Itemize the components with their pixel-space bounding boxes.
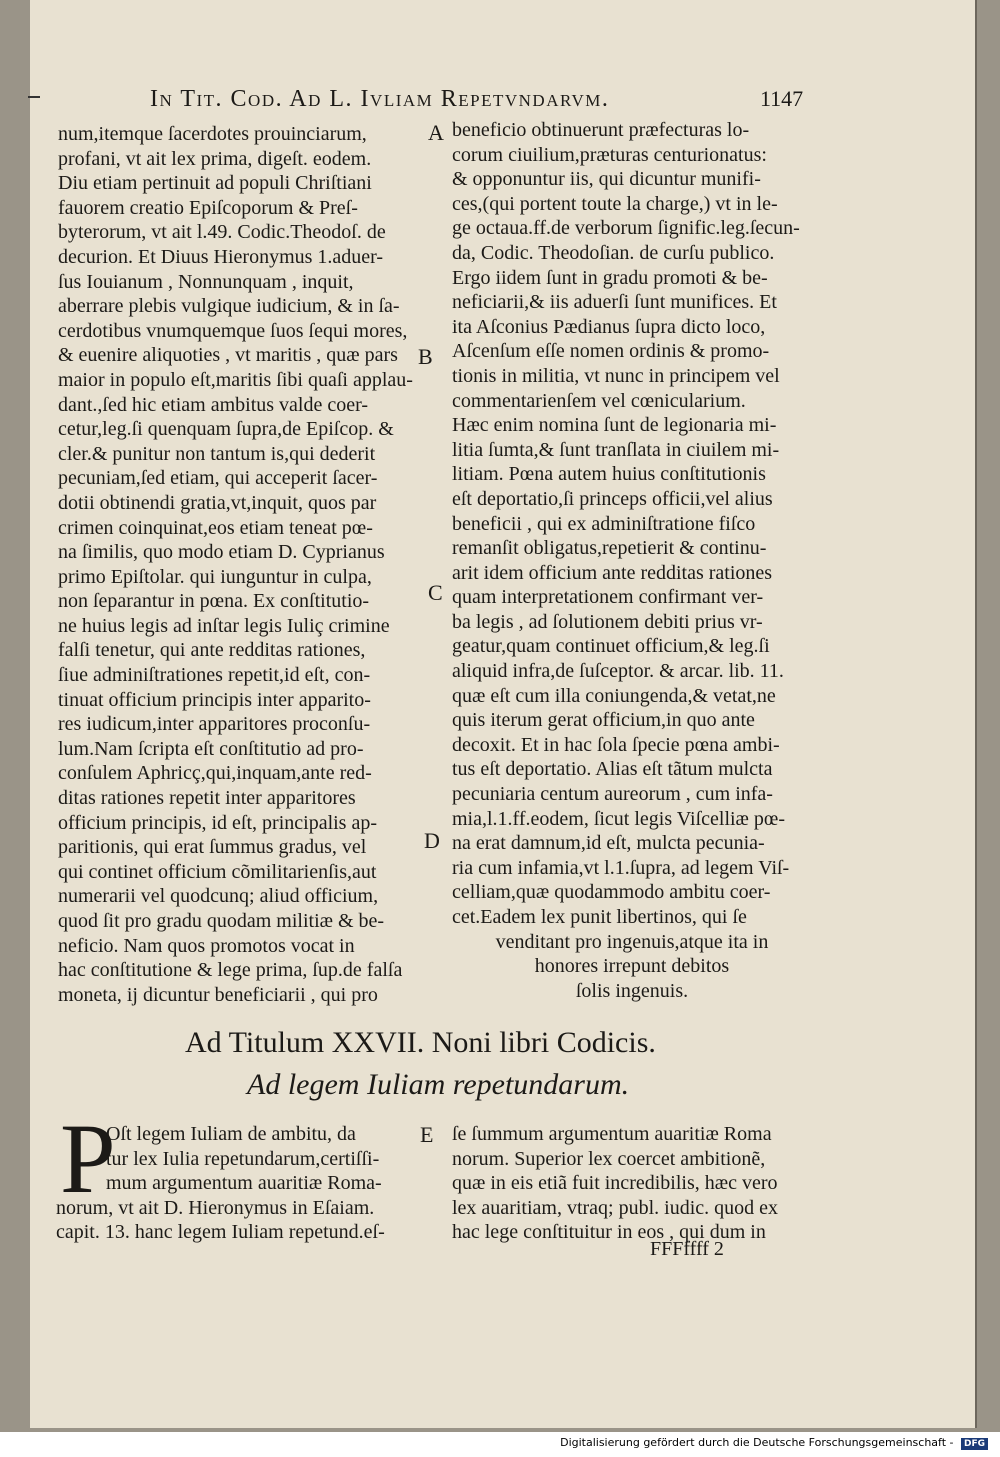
text-line: Ergo iidem ſunt in gradu promoti & be-	[452, 266, 768, 289]
text-line: Diu etiam pertinuit ad populi Chriſtiani	[58, 172, 372, 195]
text-line: lum.Nam ſcripta eſt conſtitutio ad pro-	[58, 737, 364, 760]
text-line: ditas rationes repetit inter apparitores	[58, 787, 356, 810]
text-line: beneficio obtinuerunt præfecturas lo-	[452, 119, 750, 141]
text-line: ba legis , ad ſolutionem debiti prius vr-	[452, 610, 763, 633]
text-line: crimen coinquinat,eos etiam teneat pœ-	[58, 516, 373, 539]
text-line: norum, vt ait D. Hieronymus in Eſaiam.	[56, 1196, 375, 1219]
text-line: ces,(qui portent toute la charge,) vt in le-	[452, 192, 778, 215]
text-line: aliquid infra,de ſuſceptor. & arcar. lib. 11.	[452, 660, 784, 683]
text-line: pecuniaria centum aureorum , cum infa-	[452, 783, 773, 806]
text-line: maior in populo eſt,maritis ſibi quaſi applau-	[58, 368, 413, 391]
text-line: byterorum, vt ait l.49. Codic.Theodoſ. de	[58, 221, 386, 244]
drop-cap: P	[60, 1103, 116, 1214]
text-line: honores irrepunt debitos	[534, 955, 730, 978]
text-line: eſt deportatio,ſi princeps officii,vel alius	[452, 487, 773, 510]
text-line: paritionis, qui erat ſummus gradus, vel	[58, 836, 367, 859]
text-line: beneficii , qui ex adminiſtratione fiſco	[452, 512, 756, 535]
right-column	[452, 118, 812, 1003]
text-line: quam interpretationem confirmant ver-	[452, 586, 764, 609]
text-line: celliam,quæ quodammodo ambitu coer-	[452, 881, 771, 904]
text-line: dant.,ſed hic etiam ambitus valde coer-	[58, 393, 369, 416]
text-line: non ſeparantur in pœna. Ex conſtitutio-	[58, 590, 370, 613]
left-column	[58, 122, 423, 1007]
text-line: litia ſumta,& ſunt tranſlata in ciuilem mi-	[452, 438, 780, 461]
text-line: hac conſtitutione & lege prima, ſup.de falſa	[58, 959, 403, 982]
section-subtitle: Ad legem Iuliam repetundarum.	[247, 1068, 630, 1101]
text-line: cler.& punitur non tantum is,qui dederit	[58, 442, 376, 465]
text-line: qui continet officium cõmilitarienſis,aut	[58, 860, 377, 883]
text-line: lex auaritiam, vtraq; publ. iudic. quod ex	[452, 1196, 779, 1219]
text-line: remanſit obligatus,repetierit & continu-	[452, 537, 767, 560]
text-line: ne huius legis ad inſtar legis Iuliç crimine	[58, 614, 390, 637]
text-line: numerarii vel quodcunq; aliud officium,	[58, 885, 379, 908]
margin-letter-e: E	[420, 1122, 434, 1147]
text-line: na ſimilis, quo modo etiam D. Cyprianus	[58, 541, 385, 564]
text-line: & euenire aliquoties , vt maritis , quæ pars	[58, 344, 398, 367]
signature-mark: FFFffff 2	[650, 1238, 724, 1260]
text-line: num,itemque ſacerdotes prouinciarum,	[58, 123, 367, 145]
text-line: cerdotibus vnumquemque ſuos ſequi mores,	[58, 319, 408, 342]
text-line: tionis in militia, vt nunc in principem vel	[452, 364, 780, 387]
text-line: corum ciuilium,præturas centurionatus:	[452, 143, 767, 166]
text-line: Hæc enim nomina ſunt de legionaria mi-	[452, 414, 777, 437]
margin-dash	[28, 96, 40, 98]
text-line: res iudicum,inter apparitores proconſu-	[58, 713, 371, 736]
text-line: tur lex Iulia repetundarum,certiſſi-	[106, 1147, 380, 1170]
text-line: ſiue adminiſtrationes repetit,id eſt, con-	[58, 664, 371, 687]
text-line: mum argumentum auaritiæ Roma-	[106, 1172, 382, 1195]
text-line: decurion. Et Diuus Hieronymus 1.aduer-	[58, 245, 384, 268]
text-line: pecuniam,ſed etiam, qui acceperit ſacer-	[58, 467, 378, 490]
text-line: quæ in eis etiã fuit incredibilis, hæc vero	[452, 1172, 778, 1195]
dfg-logo: DFG	[961, 1438, 988, 1450]
text-line: ria cum infamia,vt l.1.ſupra, ad legem Viſ-	[452, 856, 790, 879]
text-line: Aſcenſum eſſe nomen ordinis & promo-	[452, 340, 770, 363]
text-line: ſe ſummum argumentum auaritiæ Roma	[452, 1123, 772, 1145]
section-title: Ad Titulum XXVII. Noni libri Codicis.	[185, 1026, 656, 1059]
text-line: neficiarii,& iis aduerſi ſunt munifices. Et	[452, 291, 777, 314]
text-line: primo Epiſtolar. qui iunguntur in culpa,	[58, 565, 372, 588]
text-line: ge octaua.ff.de verborum ſignific.leg.ſecun-	[452, 217, 800, 240]
text-line: Oſt legem Iuliam de ambitu, da	[106, 1123, 356, 1145]
text-line: da, Codic. Theodoſian. de curſu publico.	[452, 241, 775, 264]
text-line: hac lege conſtituitur in eos , qui dum in	[452, 1221, 766, 1244]
bottom-right-column	[452, 1122, 812, 1245]
text-line: profani, vt ait lex prima, digeſt. eodem.	[58, 147, 372, 170]
text-line: commentarienſem vel cœnicularium.	[452, 389, 746, 412]
text-line: venditant pro ingenuis,atque ita in	[495, 930, 769, 953]
text-line: capit. 13. hanc legem Iuliam repetund.eſ-	[56, 1221, 385, 1244]
text-line: fauorem creatio Epiſcoporum & Preſ-	[58, 196, 358, 219]
text-line: cet.Eadem lex punit libertinos, qui ſe	[452, 906, 747, 928]
text-line: tus eſt deportatio. Alias eſt tãtum mulcta	[452, 758, 773, 781]
text-line: arit idem officium ante redditas rationes	[452, 561, 773, 584]
text-line: tinuat officium principis inter apparito-	[58, 688, 371, 711]
text-line: dotii obtinendi gratia,vt,inquit, quos par	[58, 491, 377, 514]
text-line: norum. Superior lex coercet ambitionẽ,	[452, 1147, 766, 1170]
text-line: moneta, ij dicuntur beneficiarii , qui pro	[58, 983, 378, 1006]
text-line: litiam. Pœna autem huius conſtitutionis	[452, 463, 766, 486]
footer-credit-text: Digitalisierung gefördert durch die Deutsche Forschungsgemeinschaft -	[560, 1436, 954, 1449]
text-line: aberrare plebis vulgique iudicium, & in ſa-	[58, 295, 400, 318]
text-line: ita Aſconius Pædianus ſupra dicto loco,	[452, 315, 766, 338]
text-line: mia,l.1.ff.eodem, ſicut legis Viſcelliæ pœ-	[452, 807, 785, 830]
footer-credit	[0, 1436, 988, 1450]
text-line: geatur,quam continuet officium,& leg.ſi	[452, 635, 770, 658]
text-line: ſolis ingenuis.	[575, 979, 689, 1002]
text-line: decoxit. Et in hac ſola ſpecie pœna ambi-	[452, 733, 780, 756]
text-line: neficio. Nam quos promotos vocat in	[58, 934, 355, 957]
text-line: officium principis, id eſt, principalis ap-	[58, 811, 378, 834]
text-line: ſus Iouianum , Nonnunquam , inquit,	[58, 270, 354, 293]
margin-letter-b: B	[418, 344, 433, 369]
margin-letter-d: D	[424, 828, 440, 853]
text-line: falſi tenetur, qui ante redditas rationes,	[58, 639, 366, 662]
text-line: & opponuntur iis, qui dicuntur munifi-	[452, 168, 761, 191]
text-line: na erat damnum,id eſt, mulcta pecunia-	[452, 832, 765, 855]
text-line: quis iterum gerat officium,in quo ante	[452, 709, 755, 732]
text-line: conſulem Aphricç,qui,inquam,ante red-	[58, 762, 372, 785]
text-line: cetur,leg.ſi quenquam ſupra,de Epiſcop. &	[58, 418, 394, 441]
margin-letter-c: C	[428, 580, 443, 605]
running-header: In Tit. Cod. Ad L. Ivliam Repetvndarvm.	[150, 86, 610, 112]
text-line: quæ eſt cum illa coniungenda,& vetat,ne	[452, 684, 776, 707]
bottom-left-column	[56, 1122, 416, 1245]
page-number: 1147	[760, 86, 804, 111]
margin-letter-a: A	[428, 120, 444, 145]
text-line: quod ſit pro gradu quodam militiæ & be-	[58, 910, 385, 932]
